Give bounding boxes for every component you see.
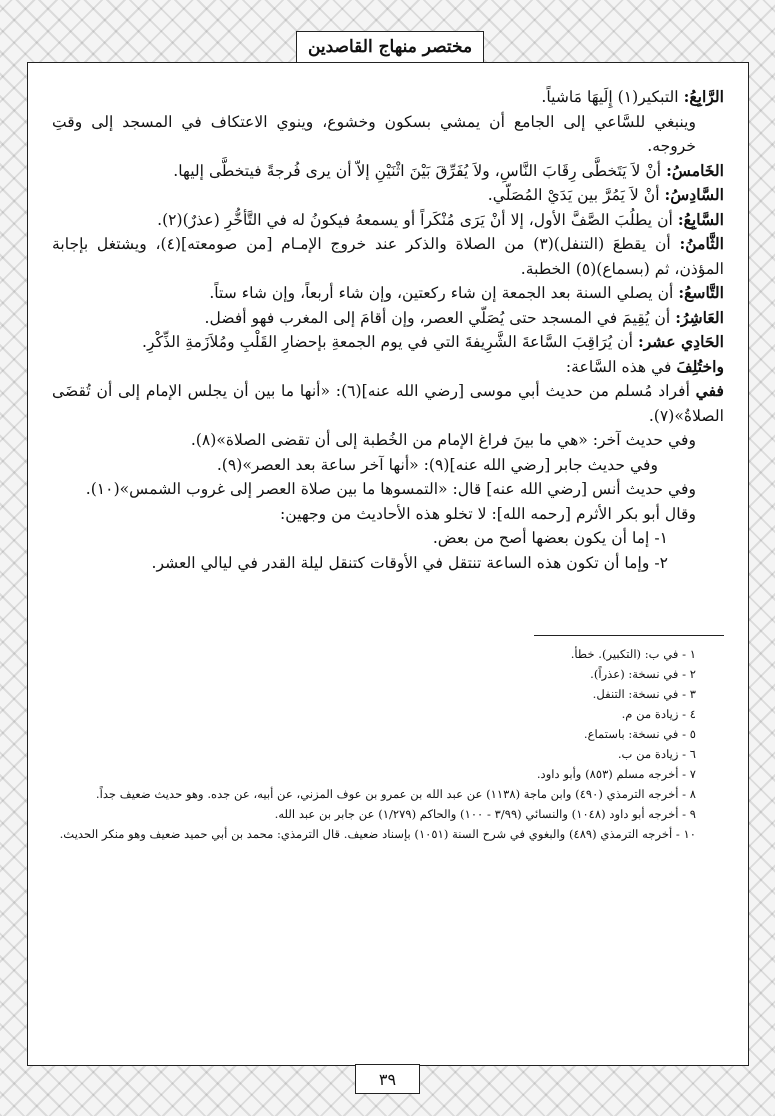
paragraph — [52, 208, 724, 233]
book-title: مختصر منهاج القاصدين — [296, 31, 484, 63]
paragraph-lead: ففي — [695, 381, 725, 400]
paragraph-lead: السَّادِسُ: — [664, 185, 724, 204]
paragraph — [52, 428, 724, 453]
footnote: ٢ - في نسخة: (عذراً). — [590, 667, 696, 681]
paragraph-text: وفي حديث أنس [رضي الله عنه] قال: «التمسوها ما بين صلاة العصر إلى غروب الشمس»(١٠). — [85, 480, 696, 498]
paragraph-lead: العَاشِرُ: — [675, 307, 724, 327]
paragraph-lead: السَّابِعُ: — [677, 209, 724, 229]
footnote: ٧ - أخرجه مسلم (٨٥٣) وأبو داود. — [536, 767, 696, 781]
paragraph-lead: الخَامسُ: — [666, 160, 724, 180]
paragraph — [52, 183, 724, 208]
paragraph-text: أن يقطعَ (التنفل)(٣) من الصلاة والذكر عند خروج الإمـام [من صومعته](٤)، ويشتغل بإجابة المؤذن، ثم (بسماع)(٥) الخطبة. — [52, 235, 724, 278]
paragraph-text: أفراد مُسلم من حديث أبي موسى [رضي الله عنه](٦): «أنها ما بين أن يجلس الإمام إلى أن تُقضَى الصلاةُ»(٧). — [52, 382, 724, 425]
footnote-separator — [534, 635, 724, 636]
footnote: ٤ - زيادة من م. — [621, 707, 696, 721]
paragraph-lead: التَّاسعُ: — [678, 283, 724, 302]
footnote: ١٠ - أخرجه الترمذي (٤٨٩) والبغوي في شرح السنة (١٠٥١) بإسناد ضعيف. قال الترمذي: محمد بن أبي حميد ضعيف وهو منكر الحديث. — [59, 827, 696, 841]
paragraph — [52, 159, 724, 184]
paragraph — [52, 355, 724, 380]
list-item: ٢- وإما أن تكون هذه الساعة تنتقل في الأوقات كتنقل ليلة القدر في ليالي العشر. — [151, 553, 668, 572]
paragraph — [52, 281, 724, 306]
main-text — [52, 85, 724, 526]
paragraph-text: وفي حديث آخر: «هي ما بينَ فراغ الإمام من الخُطبة إلى أن تقضى الصلاة»(٨). — [190, 431, 696, 449]
paragraph-text: أن يُقِيمَ في المسجد حتى يُصَلّي العصر، وإن أقامَ إلى المغرب فهو أفضل. — [204, 308, 676, 327]
footnote: ١ - في ب: (التكبير). خطأ. — [570, 647, 696, 661]
paragraph-text: وقال أبو بكر الأثرم [رحمه الله]: لا تخلو هذه الأحاديث من وجهين: — [280, 504, 696, 523]
paragraph-text: أنْ لاَ يَتَخطَّى رِقَابَ النَّاسِ، ولاَ يُفَرِّقَ بَيْنَ اثْنَيْنِ إلاّ أن يرى فُرجةً فيتخطَّى إليها. — [173, 161, 667, 180]
list-item: ١- إما أن يكون بعضها أصح من بعض. — [432, 529, 668, 547]
paragraph-text: في هذه السَّاعة: — [565, 357, 677, 376]
paragraph-text: أن يطلُبَ الصَّفَّ الأول، إلا أنْ يَرَى مُنْكَراً أو يسمعهُ فيكونُ له في التَّأخُّرِ (عذرٌ)(٢). — [157, 210, 678, 229]
paragraph-lead: الحَادِي عشر: — [637, 332, 724, 351]
paragraph-lead: واختُلِفَ — [676, 356, 724, 376]
paragraph — [52, 477, 724, 502]
paragraph-text: وفي حديث جابر [رضي الله عنه](٩): «أنها آخر ساعة بعد العصر»(٩). — [216, 455, 658, 474]
paragraph — [52, 306, 724, 331]
footnote: ٦ - زيادة من ب. — [617, 747, 696, 761]
footnote: ٣ - في نسخة: التنفل. — [592, 687, 696, 701]
paragraph-text: التبكير(١) إِلَيهَا مَاشياً. — [541, 88, 684, 106]
page-number: ٣٩ — [355, 1064, 420, 1094]
paragraph-text: وينبغي للسَّاعي إلى الجامع أن يمشي بسكون وخشوع، وينوي الاعتكاف في المسجد إلى وقتِ خروجه. — [52, 112, 696, 155]
paragraph — [52, 453, 724, 478]
page-frame — [27, 62, 749, 1066]
paragraph — [52, 502, 724, 527]
footnote: ٥ - في نسخة: باستماع. — [583, 727, 696, 741]
paragraph-lead: الرَّابِعُ: — [683, 87, 724, 106]
footnote: ٩ - أخرجه أبو داود (١٠٤٨) والنسائي (٣/٩٩ - ١٠٠) والحاكم (١/٢٧٩) عن جابر بن عبد الله. — [274, 807, 696, 821]
footnote: ٨ - أخرجه الترمذي (٤٩٠) وابن ماجة (١١٣٨) عن عبد الله بن عمرو بن عوف المزني، عن أبيه، عن جده. وهو حديث ضعيف جداً. — [95, 787, 696, 801]
paragraph — [52, 330, 724, 355]
paragraph-text: أن يصلي السنة بعد الجمعة إن شاء ركعتين، وإن شاء أربعاً، وإن شاء ستاً. — [209, 284, 679, 302]
paragraph — [52, 110, 724, 159]
paragraph — [52, 232, 724, 281]
paragraph — [52, 85, 724, 110]
paragraph — [52, 379, 724, 428]
paragraph-text: أن يُرَاقِبَ السَّاعةَ الشَّرِيفةَ التي في يوم الجمعةِ بإحضارِ القَلْبِ ومُلاَزَمةِ الذِّكْرِ. — [142, 333, 638, 351]
paragraph-lead: الثَّامنُ: — [679, 234, 724, 253]
paragraph-text: أنْ لاَ يَمُرَّ بين يَدَيْ المُصَلّي. — [487, 186, 665, 204]
footnotes — [52, 644, 724, 844]
numbered-list — [52, 526, 724, 575]
